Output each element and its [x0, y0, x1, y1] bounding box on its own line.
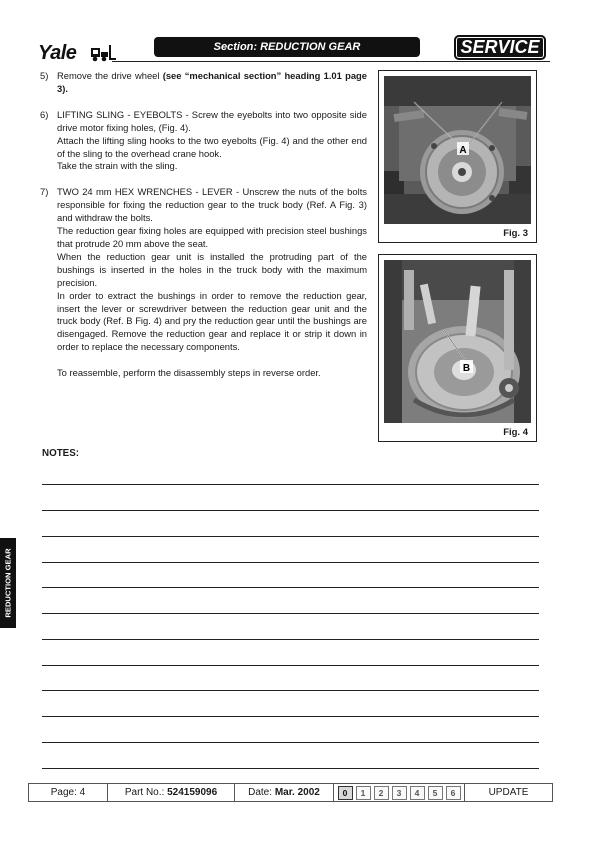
step-line: Attach the lifting sling hooks to the two eyebolts (Fig. 4) and the other end of the sling to the overhead crane hook.	[57, 134, 367, 159]
part-number-cell: Part No.: 524159096	[108, 784, 235, 801]
step-5	[40, 70, 367, 96]
note-line	[42, 690, 539, 691]
date-cell: Date: Mar. 2002	[235, 784, 334, 801]
section-side-tab	[0, 538, 16, 628]
revision-box: 3	[392, 786, 407, 800]
reassemble-note: To reassemble, perform the disassembly steps in reverse order.	[57, 367, 321, 379]
service-badge: SERVICE	[454, 35, 546, 60]
revision-box: 6	[446, 786, 461, 800]
note-line	[42, 510, 539, 511]
procedure-text	[40, 70, 367, 380]
note-line	[42, 665, 539, 666]
revision-box: 4	[410, 786, 425, 800]
step-line: In order to extract the bushings in order to remove the reduction gear, insert the lever or screwdriver between the reduction gear unit and the truck body (Ref. B Fig. 4) and pry the reduction gear until the bushings are disengaged. Remove the reduction gear and replace it or strip it down in order to replace the necessary components.	[57, 289, 367, 353]
section-title: Section: REDUCTION GEAR	[154, 37, 420, 57]
side-tab-label: REDUCTION GEAR	[3, 548, 13, 618]
revision-box: 0	[338, 786, 353, 800]
step-6	[40, 109, 367, 174]
page-number: 4	[79, 787, 86, 798]
step-line: When the reduction gear unit is installed the protruding part of the bushings is inserted in the holes in the truck body with the maximum precision.	[57, 250, 367, 288]
figure-caption: Fig. 4	[503, 427, 528, 438]
cross-reference: (see “mechanical section” heading 1.01 page 3).	[57, 70, 367, 94]
note-line	[42, 562, 539, 563]
note-line	[42, 536, 539, 537]
revision-boxes	[334, 784, 465, 801]
step-line: The reduction gear fixing holes are equipped with precision steel bushings that protrude 20 mm above the seat.	[57, 225, 367, 249]
reduction-gear-photo-fig4	[384, 260, 531, 423]
figure-4	[378, 254, 537, 442]
figure-caption: Fig. 3	[503, 228, 528, 239]
step-line: TWO 24 mm HEX WRENCHES - LEVER - Unscrew the nuts of the bolts responsible for fixing the reduction gear to the truck body (Ref. A Fig. 3) and withdraw the bolts.	[57, 186, 367, 224]
note-line	[42, 587, 539, 588]
note-line	[42, 639, 539, 640]
notes-heading: NOTES:	[42, 448, 80, 459]
step-line: Remove the drive wheel (see “mechanical section” heading 1.01 page 3).	[57, 70, 367, 94]
date-value: Mar. 2002	[274, 787, 320, 798]
page-number-cell: Page: 4	[29, 784, 108, 801]
step-number: 5)	[40, 70, 49, 81]
callout-label: B	[462, 363, 471, 374]
revision-box: 1	[356, 786, 371, 800]
note-line	[42, 716, 539, 717]
forklift-logo-icon	[90, 44, 116, 62]
callout-label: A	[459, 145, 467, 156]
page-footer	[28, 783, 553, 802]
yale-logo: Yale	[38, 42, 77, 64]
step-number: 7)	[40, 186, 49, 198]
figure-3	[378, 70, 537, 243]
reduction-gear-photo-fig3	[384, 76, 531, 224]
part-number: 524159096	[167, 787, 218, 798]
step-line: LIFTING SLING - EYEBOLTS - Screw the eyebolts into two opposite side drive motor fixing holes, (Fig. 4).	[57, 108, 367, 133]
note-line	[42, 613, 539, 614]
header-rule	[112, 61, 550, 62]
revision-box: 2	[374, 786, 389, 800]
update-cell: UPDATE	[488, 787, 529, 798]
note-line	[42, 742, 539, 743]
note-line	[42, 484, 539, 485]
step-7	[40, 186, 367, 354]
revision-box: 5	[428, 786, 443, 800]
step-number: 6)	[40, 108, 49, 120]
note-line	[42, 768, 539, 769]
step-line: Take the strain with the sling.	[57, 160, 178, 172]
